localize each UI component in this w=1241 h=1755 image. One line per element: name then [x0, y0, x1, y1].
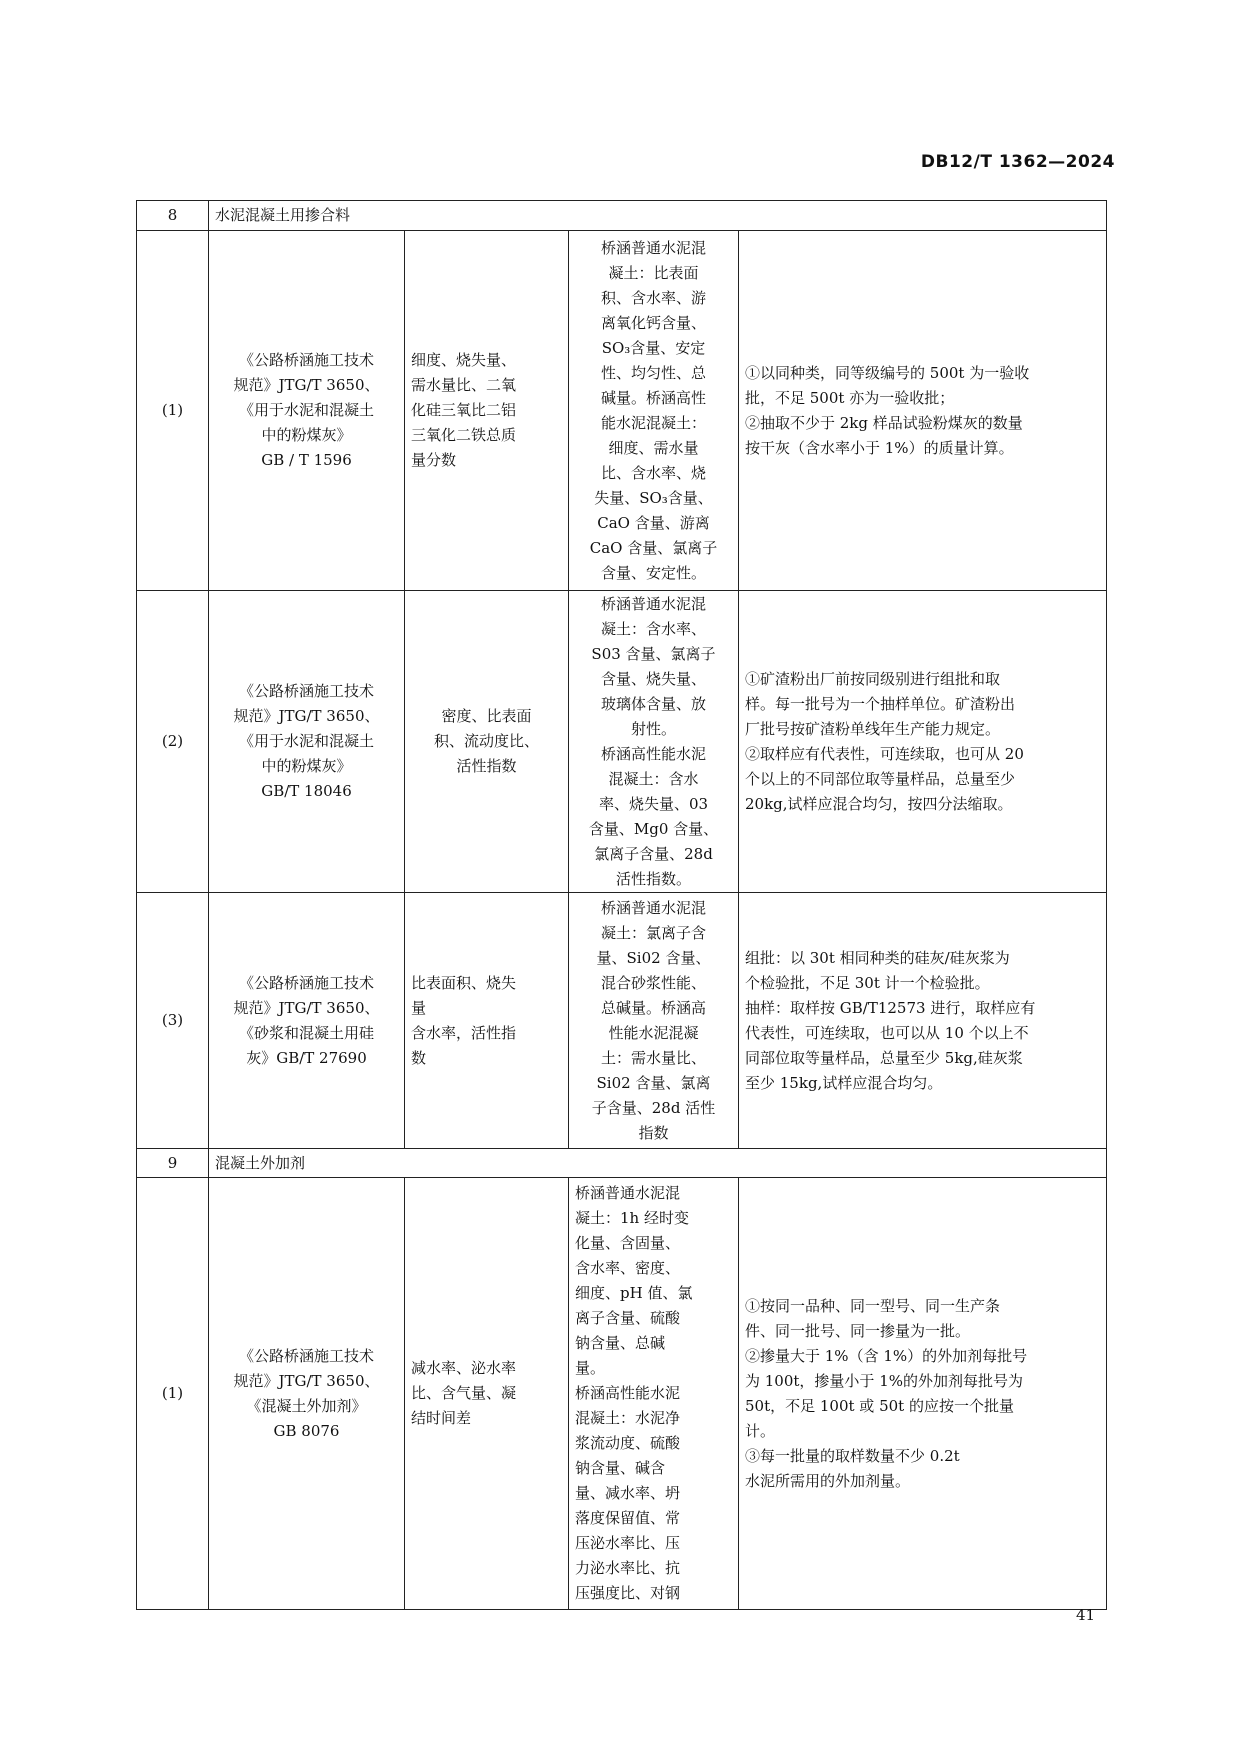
cell-line: ①以同种类，同等级编号的 500t 为一验收 — [745, 363, 1030, 382]
cell-line: 含水率，活性指 — [411, 1023, 517, 1042]
cell-line: 结时间差 — [411, 1409, 472, 1427]
cell-line: 含水率、密度、 — [575, 1259, 681, 1277]
cell-line: 压强度比、对钢 — [575, 1584, 681, 1602]
cell-line: 个检验批，不足 30t 计一个检验批。 — [745, 973, 990, 992]
cell-line: 凝土：1h 经时变 — [575, 1209, 689, 1227]
cell-line: 总碱量。桥涵高 — [600, 998, 706, 1017]
cell-line: 同部位取等量样品，总量至少 5kg,硅灰浆 — [745, 1048, 1023, 1067]
cell-line: ①按同一品种、同一型号、同一生产条 — [745, 1296, 1001, 1315]
table-row — [137, 893, 1107, 1149]
cell-line: 率、烧失量、03 — [598, 794, 709, 813]
cell-line: 规范》JTG/T 3650、 — [233, 376, 380, 394]
cell-line: ③每一批量的取样数量不少 0.2t — [745, 1446, 960, 1465]
cell-line: ②抽取不少于 2kg 样品试验粉煤灰的数量 — [745, 413, 1023, 432]
cell-line: 《混凝土外加剂》 — [246, 1396, 367, 1415]
cell-line: 计。 — [745, 1421, 776, 1440]
cell-line: 活性指数 — [456, 757, 517, 775]
cell-line: ②取样应有代表性，可连续取，也可从 20 — [745, 744, 1024, 763]
row-index: (3) — [137, 893, 209, 1149]
cell-line: 桥涵普通水泥混 — [600, 238, 706, 257]
cell-line: 《用于水泥和混凝土 — [238, 732, 374, 750]
cell-line: 密度、比表面 — [441, 707, 532, 725]
cell-line: 射性。 — [630, 719, 676, 738]
detail-cell — [569, 591, 739, 893]
table-row — [137, 591, 1107, 893]
cell-line: 规范》JTG/T 3650、 — [233, 707, 380, 725]
cell-line: 灰》GB/T 27690 — [246, 1048, 367, 1067]
cell-line: 批，不足 500t 亦为一验收批； — [745, 388, 955, 407]
cell-line: GB 8076 — [273, 1421, 340, 1440]
cell-line: 量。 — [575, 1359, 606, 1377]
cell-line: 20kg,试样应混合均匀，按四分法缩取。 — [745, 794, 1013, 813]
cell-line: 细度、需水量 — [608, 438, 699, 457]
cell-line: 比表面积、烧失 — [411, 973, 517, 992]
cell-line: 为 100t，掺量小于 1%的外加剂每批号为 — [745, 1371, 1023, 1390]
cell-line: 离子含量、硫酸 — [575, 1309, 681, 1327]
cell-line: Si02 含量、氯离 — [596, 1073, 711, 1092]
cell-line: 《公路桥涵施工技术 — [238, 682, 374, 700]
cell-line: ①矿渣粉出厂前按同级别进行组批和取 — [745, 669, 1001, 688]
cell-line: 规范》JTG/T 3650、 — [233, 998, 380, 1017]
cell-line: 子含量、28d 活性 — [591, 1098, 716, 1117]
cell-line: 力泌水率比、抗 — [575, 1559, 681, 1577]
params-cell — [405, 1178, 569, 1610]
detail-cell — [569, 893, 739, 1149]
standard-cell — [209, 893, 405, 1149]
cell-line: SO₃含量、安定 — [601, 338, 706, 357]
row-index: (1) — [137, 231, 209, 591]
standard-cell — [209, 591, 405, 893]
sampling-cell — [739, 1178, 1107, 1610]
cell-line: 氯离子含量、28d — [594, 844, 713, 863]
cell-line: GB/T 18046 — [261, 782, 352, 800]
cell-line: 规范》JTG/T 3650、 — [233, 1371, 380, 1390]
sampling-cell — [739, 591, 1107, 893]
cell-line: 凝土：氯离子含 — [600, 923, 706, 942]
cell-line: 《砂浆和混凝土用硅 — [238, 1023, 374, 1042]
cell-line: 数 — [411, 1048, 427, 1067]
spec-table — [136, 200, 1107, 1610]
cell-line: 桥涵普通水泥混 — [600, 594, 706, 613]
cell-line: 落度保留值、常 — [575, 1509, 681, 1527]
cell-line: 《公路桥涵施工技术 — [238, 973, 374, 992]
cell-line: 活性指数。 — [615, 869, 691, 888]
cell-line: 混凝土：水泥净 — [575, 1409, 681, 1427]
cell-line: 钠含量、碱含 — [575, 1459, 666, 1477]
cell-line: 桥涵高性能水泥 — [600, 744, 706, 763]
cell-line: 件、同一批号、同一掺量为一批。 — [745, 1321, 971, 1340]
cell-line: GB / T 1596 — [261, 451, 352, 469]
cell-line: 《公路桥涵施工技术 — [238, 351, 374, 369]
cell-line: 比、含水率、烧 — [600, 463, 706, 482]
document-code: DB12/T 1362—2024 — [920, 152, 1115, 172]
cell-line: 量、减水率、坍 — [575, 1484, 681, 1502]
cell-line: 量、Si02 含量、 — [596, 948, 711, 967]
cell-line: 能水泥混凝土： — [600, 413, 706, 432]
cell-line: 细度、烧失量、 — [411, 351, 517, 369]
cell-line: 含量、烧失量、 — [600, 669, 706, 688]
sampling-cell — [739, 893, 1107, 1149]
cell-line: 样。每一批号为一个抽样单位。矿渣粉出 — [745, 694, 1016, 713]
cell-line: 含量、安定性。 — [600, 563, 706, 582]
cell-line: 积、含水率、游 — [600, 288, 706, 307]
cell-line: 需水量比、二氧 — [411, 376, 517, 394]
cell-line: 指数 — [638, 1123, 669, 1142]
cell-line: 桥涵普通水泥混 — [575, 1184, 681, 1202]
params-cell — [405, 231, 569, 591]
cell-line: 《用于水泥和混凝土 — [238, 401, 374, 419]
cell-line: 混凝土：含水 — [608, 769, 699, 788]
cell-line: 厂批号按矿渣粉单线年生产能力规定。 — [745, 719, 1001, 738]
cell-line: 50t，不足 100t 或 50t 的应按一个批量 — [745, 1396, 1014, 1415]
cell-line: 比、含气量、凝 — [411, 1384, 517, 1402]
section-header-row — [137, 201, 1107, 231]
cell-line: 至少 15kg,试样应混合均匀。 — [745, 1073, 943, 1092]
page-number: 41 — [1076, 1606, 1096, 1624]
cell-line: 含量、Mg0 含量、 — [588, 819, 719, 838]
cell-line: 性能水泥混凝 — [608, 1023, 699, 1042]
cell-line: 积、流动度比、 — [433, 732, 539, 750]
cell-line: 桥涵普通水泥混 — [600, 898, 706, 917]
cell-line: 中的粉煤灰》 — [261, 426, 352, 444]
cell-line: CaO 含量、氯离子 — [589, 538, 718, 557]
cell-line: CaO 含量、游离 — [597, 513, 710, 532]
cell-line: 凝土：含水率、 — [600, 619, 706, 638]
cell-line: 化硅三氧比二铝 — [411, 401, 517, 419]
table-row — [137, 1178, 1107, 1610]
cell-line: 量分数 — [411, 451, 457, 469]
cell-line: 按干灰（含水率小于 1%）的质量计算。 — [745, 438, 1014, 457]
section-title: 水泥混凝土用掺合料 — [209, 201, 1107, 231]
cell-line: 量 — [411, 998, 427, 1017]
table-row — [137, 231, 1107, 591]
section-number: 9 — [137, 1149, 209, 1178]
cell-line: 混合砂浆性能、 — [600, 973, 706, 992]
cell-line: ②掺量大于 1%（含 1%）的外加剂每批号 — [745, 1346, 1028, 1365]
cell-line: 浆流动度、硫酸 — [575, 1434, 681, 1452]
cell-line: 水泥所需用的外加剂量。 — [745, 1471, 911, 1490]
params-cell — [405, 591, 569, 893]
cell-line: 压泌水率比、压 — [575, 1534, 681, 1552]
cell-line: 《公路桥涵施工技术 — [238, 1346, 374, 1365]
cell-line: 离氧化钙含量、 — [600, 313, 706, 332]
cell-line: S03 含量、氯离子 — [591, 644, 716, 663]
cell-line: 抽样：取样按 GB/T12573 进行，取样应有 — [745, 998, 1036, 1017]
cell-line: 个以上的不同部位取等量样品，总量至少 — [745, 769, 1016, 788]
cell-line: 三氧化二铁总质 — [411, 426, 517, 444]
sampling-cell — [739, 231, 1107, 591]
section-header-row — [137, 1149, 1107, 1178]
cell-line: 碱量。桥涵高性 — [600, 388, 706, 407]
cell-line: 桥涵高性能水泥 — [575, 1384, 681, 1402]
cell-line: 组批：以 30t 相同种类的硅灰/硅灰浆为 — [745, 948, 1010, 967]
cell-line: 中的粉煤灰》 — [261, 757, 352, 775]
section-number: 8 — [137, 201, 209, 231]
cell-line: 凝土：比表面 — [608, 263, 699, 282]
standard-cell — [209, 1178, 405, 1610]
cell-line: 玻璃体含量、放 — [600, 694, 706, 713]
cell-line: 失量、SO₃含量、 — [594, 488, 713, 507]
params-cell — [405, 893, 569, 1149]
cell-line: 化量、含固量、 — [575, 1234, 681, 1252]
cell-line: 减水率、泌水率 — [411, 1359, 517, 1377]
row-index: (1) — [137, 1178, 209, 1610]
section-title: 混凝土外加剂 — [209, 1149, 1107, 1178]
cell-line: 钠含量、总碱 — [575, 1334, 666, 1352]
cell-line: 代表性，可连续取，也可以从 10 个以上不 — [745, 1023, 1029, 1042]
cell-line: 细度、pH 值、氯 — [575, 1284, 693, 1302]
cell-line: 性、均匀性、总 — [600, 363, 706, 382]
standard-cell — [209, 231, 405, 591]
detail-cell — [569, 231, 739, 591]
row-index: (2) — [137, 591, 209, 893]
detail-cell — [569, 1178, 739, 1610]
cell-line: 土：需水量比、 — [600, 1048, 706, 1067]
